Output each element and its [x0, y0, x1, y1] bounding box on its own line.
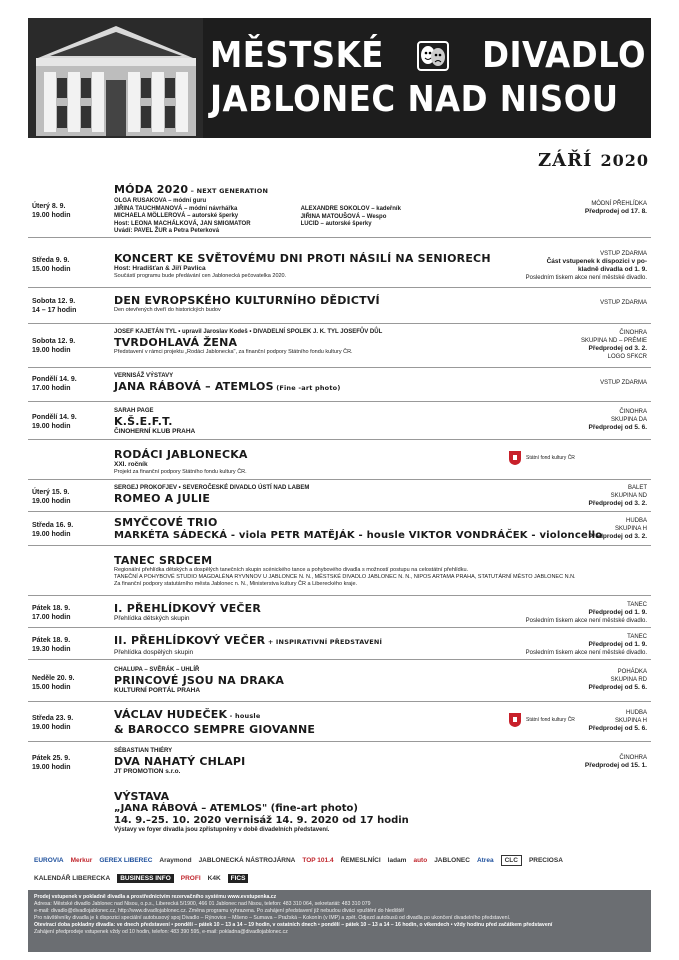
event-info: TANEC Předprodej od 1. 9. Posledním tiskem akce není městské divadlo.: [525, 602, 647, 624]
culture-fund-logo: Státní fond kultury ČR: [508, 450, 575, 466]
event-info: HUDBA SKUPINA H Předprodej od 3. 2.: [588, 518, 647, 540]
event-main: [114, 372, 340, 395]
event-row: [28, 742, 651, 782]
event-row: [28, 178, 651, 238]
event-performers: MARKÉTA SÁDECKÁ - viola PETR MATĚJÁK - housle VIKTOR VONDRÁČEK - violoncello: [114, 530, 603, 541]
event-main: [114, 666, 284, 695]
event-subtitle: Přehlídka dospělých skupin: [114, 649, 194, 656]
event-row: [28, 238, 651, 288]
event-main: [114, 294, 380, 314]
event-main: [114, 708, 315, 736]
event-credits-col2: ALEXANDRE SOKOLOV – kadeřník JIŘINA MATOUŠOVÁ – Wespo LUCID – autorské šperky: [300, 206, 401, 228]
event-date: Úterý 8. 9. 19.00 hodin: [32, 203, 71, 219]
event-title: PRINCOVÉ JSOU NA DRAKA: [114, 674, 285, 687]
event-row: [28, 324, 651, 368]
event-title: DVA NAHATÝ CHLAPI: [114, 755, 246, 768]
event-title: II. PŘEHLÍDKOVÝ VEČER + INSPIRATIVNÍ PŘEDSTAVENÍ: [114, 634, 383, 647]
event-date: Pátek 18. 9. 19.30 hodin: [32, 637, 71, 653]
event-info: BALET SKUPINA ND Předprodej od 3. 2.: [588, 485, 647, 507]
event-title: SMYČCOVÉ TRIO: [114, 516, 218, 529]
sponsor-logo: JABLONEC: [434, 856, 470, 864]
event-title: JANA RÁBOVÁ – ATEMLOS (Fine -art photo): [114, 380, 341, 393]
event-title: MÓDA 2020 – NEXT GENERATION: [114, 183, 269, 196]
footer-line: e-mail: divadlo@divadlojablonec.cz, http://www.divadlojablonec.cz. Změna programu vyhrazena. Po zahájení představení již nebudou diváci vpuštění do hlediště!: [34, 908, 405, 914]
event-date: Sobota 12. 9. 14 – 17 hodin: [32, 298, 77, 314]
event-note: Den otevřených dveří do historických budov: [114, 307, 221, 313]
sponsor-logo: ladam: [387, 856, 407, 864]
event-main: [114, 634, 382, 657]
event-subtitle: ČINOHERNÍ KLUB PRAHA: [114, 428, 196, 435]
theatre-masks-icon: [416, 39, 450, 73]
exhibition-heading: VÝSTAVA: [114, 790, 170, 803]
event-info: VSTUP ZDARMA: [600, 300, 647, 306]
event-date: Pátek 25. 9. 19.00 hodin: [32, 755, 71, 771]
sponsor-logo: PRECIOSA: [528, 856, 563, 864]
czech-lion-icon: [508, 712, 522, 728]
footer-line: Zahájení předprodeje vstupenek vždy od 10 hodin, telefon: 483 390 595, e-mail: pokladna@divadlojablonec.cz: [34, 929, 288, 935]
event-pre: JOSEF KAJETÁN TYL • upravil Jaroslav Kodeš • DIVADELNÍ SPOLEK J. K. TYL JOSEFŮV DŮL: [114, 329, 383, 335]
event-date: Středa 16. 9. 19.00 hodin: [32, 522, 74, 538]
title-city: JABLONEC NAD NISOU: [210, 79, 619, 120]
sponsor-logo: PROFI: [180, 875, 201, 883]
event-date: Pátek 18. 9. 17.00 hodin: [32, 605, 71, 621]
event-info: ČINOHRA SKUPINA DA Předprodej od 5. 6.: [588, 409, 647, 431]
event-title: TANEC SRDCEM: [114, 554, 213, 567]
footer-line: Otevírací doba pokladny divadla: ve dnech představení • pondělí – pátek 10 – 13 a 14 – 19 hodin, v ostatních dnech • pondělí – pátek 10 – 13 a 14 – 16 hodin, o víkendech • vždy hodinu před začátkem představení: [34, 922, 553, 928]
event-note: Představení v rámci projektu „Rodáci Jablonecka", za finanční podpory Státního fondu kultury ČR.: [114, 349, 353, 355]
event-subtitle: Přehlídka dětských skupin: [114, 615, 190, 622]
event-subtitle: JT PROMOTION s.r.o.: [114, 768, 181, 775]
title-word-mestske: MĚSTSKÉ: [210, 35, 384, 76]
sponsor-logo: CLC: [501, 855, 522, 866]
event-subtitle: KULTURNÍ PORTÁL PRAHA: [114, 687, 201, 694]
event-main: [114, 747, 245, 776]
sponsor-logo: KALENDÁŘ LIBERECKA: [34, 875, 111, 883]
event-credits-col1: OLGA RUSAKOVA – módní guru JIŘINA TAUCHMANOVÁ – módní návrhářka MICHAELA MÖLLEROVÁ – autorské šperky Host: LEONA MACHÁLKOVÁ, JAN SMIGMATOR Uvádí: PAVEL ŽUR a Petra Peterková: [114, 198, 251, 235]
event-row: [28, 546, 651, 596]
event-row: [28, 660, 651, 702]
sponsor-logo: GEREX LIBEREC: [99, 856, 153, 864]
event-title: K.Š.E.F.T.: [114, 415, 173, 428]
title-word-divadlo: DIVADLO: [482, 35, 646, 76]
month-heading: [538, 150, 649, 171]
footer-line: Pro návštěvníky divadla je k dispozici speciální autobusový spoj Divadlo – Rýnovice – Mšeno – Šumava – Pražská – Kokonín (v IMP) a zpět. Odjezd autobusů od divadla po ukončení divadelního představení.: [34, 915, 511, 921]
sponsor-logo: EUROVIA: [34, 856, 64, 864]
event-date: Pondělí 14. 9. 19.00 hodin: [32, 414, 77, 430]
event-note: Projekt za finanční podpory Státního fondu kultury ČR.: [114, 469, 247, 475]
event-row: [28, 288, 651, 324]
footer-line: Prodej vstupenek v pokladně divadla a prostřednictvím rezervačního systému www.evstupenka.cz: [34, 894, 277, 900]
event-info: VSTUP ZDARMA Část vstupenek k dispozici v po- kladně divadla od 1. 9. Posledním tiskem akce není městské divadlo.: [525, 251, 647, 281]
event-title: I. PŘEHLÍDKOVÝ VEČER: [114, 602, 262, 615]
event-title: VÁCLAV HUDEČEK - housle: [114, 708, 261, 721]
event-title: KONCERT KE SVĚTOVÉMU DNI PROTI NÁSILÍ NA SENIORECH: [114, 252, 491, 265]
sponsor-logo: TOP 101.4: [302, 856, 334, 864]
event-pre: SÉBASTIAN THIÉRY: [114, 748, 173, 754]
event-main: [114, 602, 261, 623]
footer-line: Adresa: Městské divadlo Jablonec nad Nisou, o.p.s., Liberecká 5/1900, 466 01 Jablonec nad Nisou, telefon: 483 310 064, sekretariát: 483 310 079: [34, 901, 371, 907]
sponsor-logo: FICS: [228, 874, 249, 883]
event-main: [114, 183, 401, 236]
theatre-building-icon: [28, 18, 203, 138]
sponsor-logo: Araymond: [159, 856, 192, 864]
exhibition-dates: 14. 9.–25. 10. 2020 vernisáž 14. 9. 2020 od 17 hodin: [114, 815, 409, 826]
sponsor-logo: BUSINESS INFO: [117, 874, 174, 883]
event-title: DEN EVROPSKÉHO KULTURNÍHO DĚDICTVÍ: [114, 294, 380, 307]
event-date: Středa 23. 9. 19.00 hodin: [32, 715, 74, 731]
sponsor-logo: ŘEMESLNÍCI: [340, 856, 381, 864]
czech-lion-icon: [508, 450, 522, 466]
event-row: [28, 702, 651, 742]
event-main: [114, 484, 309, 505]
event-list: [28, 178, 651, 782]
event-pre: VERNISÁŽ VÝSTAVY: [114, 373, 174, 379]
event-pre: CHALUPA – SVĚRÁK – UHLÍŘ: [114, 667, 200, 673]
event-date: Středa 9. 9. 15.00 hodin: [32, 257, 71, 273]
event-row: [28, 512, 651, 546]
event-main: [114, 554, 576, 588]
sponsor-logo: auto: [413, 856, 428, 864]
event-date: Neděle 20. 9. 15.00 hodin: [32, 675, 75, 691]
event-info: MÓDNÍ PŘEHLÍDKA Předprodej od 17. 8.: [584, 201, 647, 215]
sponsor-logo: Merkur: [70, 856, 93, 864]
event-info: ČINOHRA Předprodej od 15. 1.: [584, 755, 647, 769]
event-row: [28, 596, 651, 628]
event-date: Sobota 12. 9. 19.00 hodin: [32, 338, 76, 354]
event-main: [114, 516, 602, 542]
event-row: [28, 628, 651, 660]
month-year: 2020: [600, 151, 649, 170]
event-info: ČINOHRA SKUPINA ND – PRÉMIE Předprodej od 3. 2. LOGO SFKCR: [580, 330, 647, 360]
event-date: Pondělí 14. 9. 17.00 hodin: [32, 376, 77, 392]
event-title: ROMEO A JULIE: [114, 492, 211, 505]
event-info: TANEC Předprodej od 1. 9. Posledním tiskem akce není městské divadlo.: [525, 634, 647, 656]
sponsor-logos: [28, 852, 651, 886]
event-main: [114, 448, 248, 476]
event-note: TANEČNÍ A POHYBOVÉ STUDIO MAGDALÉNA RYVNNOV U JABLONCE N. N., MĚSTSKÉ DIVADLO JABLONEC N. N., NIPOS ARTAMA PRAHA, STATUTÁRNÍ MĚSTO JABLONEC N.N.: [114, 574, 576, 580]
event-row: [28, 402, 651, 440]
event-info: HUDBA SKUPINA H Předprodej od 5. 6.: [588, 710, 647, 732]
event-title2: & BAROCCO SEMPRE GIOVANNE: [114, 723, 316, 736]
event-main: [114, 252, 491, 280]
exhibition-note: Výstavy ve foyer divadla jsou zpřístupněny v době divadelních představení.: [114, 827, 330, 833]
event-title: TVRDOHLAVÁ ŽENA: [114, 336, 238, 349]
event-info: VSTUP ZDARMA: [600, 380, 647, 386]
sponsor-logo: JABLONECKÁ NÁSTROJÁRNA: [198, 856, 296, 864]
event-main: [114, 407, 195, 436]
event-subtitle: Host: Hradišťan & Jiří Pavlica: [114, 265, 206, 272]
culture-fund-logo: Státní fond kultury ČR: [508, 712, 575, 728]
event-info: POHÁDKA SKUPINA RD Předprodej od 5. 6.: [588, 669, 647, 691]
event-subtitle: XXI. ročník: [114, 461, 148, 468]
event-note: Regionální přehlídka dětských a dospělých tanečních skupin scénického tance a pohybového divadla s možností postupu na celostátní přehlídku.: [114, 567, 469, 573]
event-pre: SARAH PAGE: [114, 408, 154, 414]
exhibition-block: [114, 790, 409, 833]
event-title: RODÁCI JABLONECKA: [114, 448, 248, 461]
theatre-title: [210, 34, 646, 122]
event-row: [28, 480, 651, 512]
event-main: [114, 328, 382, 356]
sponsor-logo: K4K: [207, 875, 221, 883]
event-note: Součástí programu bude předávání cen Jablonecká pečovatelka 2020.: [114, 273, 287, 279]
sponsor-logo: Atrea: [476, 856, 494, 864]
event-row: [28, 368, 651, 402]
event-date: Úterý 15. 9. 19.00 hodin: [32, 489, 71, 505]
event-pre: SERGEJ PROKOFJEV • SEVEROČESKÉ DIVADLO ÚSTÍ NAD LABEM: [114, 485, 310, 491]
month-name: ZÁŘÍ: [537, 150, 593, 171]
footer-info: [28, 890, 651, 952]
event-note: Za finanční podpory statutárního města Jablonec n. N., Ministerstva kultury ČR a Libereckého kraje.: [114, 581, 358, 587]
exhibition-title: „JANA RÁBOVÁ – ATEMLOS" (fine-art photo): [114, 803, 358, 814]
event-row: [28, 440, 651, 480]
poster-header: [28, 18, 651, 138]
